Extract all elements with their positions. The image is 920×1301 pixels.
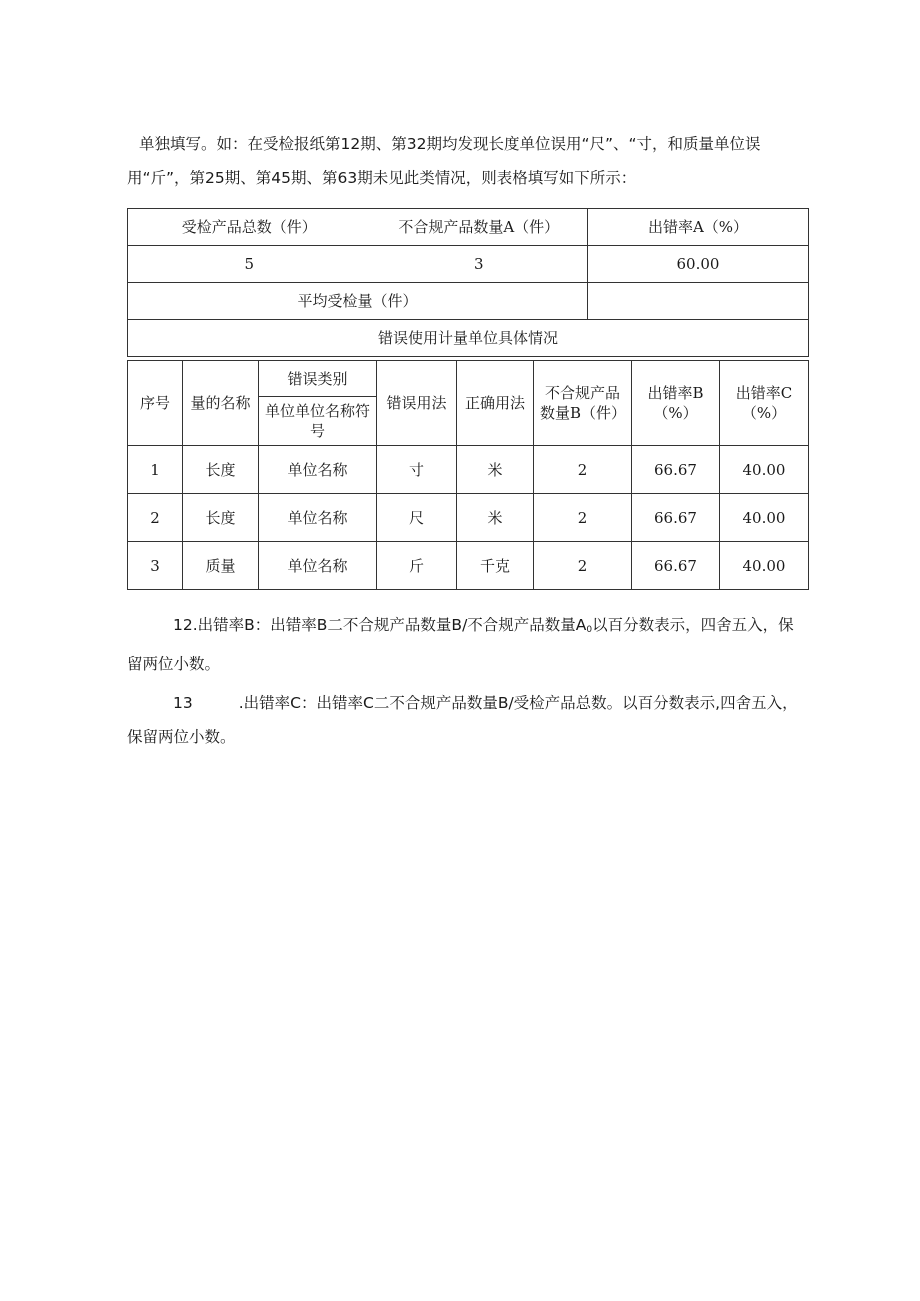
summary-table — [127, 208, 809, 357]
row-rate-c: 40.00 — [720, 446, 809, 494]
detail-header-row-1 — [128, 361, 809, 397]
row-rate-b: 66.67 — [632, 542, 720, 590]
row-quantity: 长度 — [183, 446, 259, 494]
note-12-tail: 以百分数表示，四舍五入，保留两位小数。 — [127, 616, 794, 673]
note-13-label: .出错率C： — [238, 694, 317, 712]
average-inspected-value — [588, 283, 809, 320]
detail-title-row — [128, 320, 809, 357]
row-rate-c: 40.00 — [720, 494, 809, 542]
row-count-b: 2 — [534, 494, 632, 542]
row-quantity: 质量 — [183, 542, 259, 590]
note-12-paragraph — [127, 608, 807, 681]
row-error-type: 单位名称 — [259, 542, 377, 590]
total-products-value: 5 — [128, 246, 371, 283]
correct-usage-header: 正确用法 — [457, 361, 534, 446]
row-error-type: 单位名称 — [259, 494, 377, 542]
intro-text: 单独填写。如：在受检报纸第12期、第32期均发现长度单位误用“尺”、“寸，和质量单位误用“斤”，第25期、第45期、第63期未见此类情况，则表格填写如下所示： — [127, 135, 761, 187]
error-subtype-header: 单位单位名称符号 — [259, 397, 377, 446]
row-correct-usage: 千克 — [457, 542, 534, 590]
intro-paragraph — [127, 127, 807, 195]
row-seq: 1 — [128, 446, 183, 494]
note-13-text: 出错率C二不合规产品数量B/受检产品总数。以百分数表示,四舍五入，保留两位小数。 — [127, 694, 798, 746]
noncompliant-count-a-value: 3 — [371, 246, 588, 283]
average-inspected-label: 平均受检量（件） — [128, 283, 588, 320]
noncompliant-count-b-header: 不合规产品数量B（件） — [534, 361, 632, 446]
row-count-b: 2 — [534, 446, 632, 494]
seq-header: 序号 — [128, 361, 183, 446]
unit-error-detail-table — [127, 360, 809, 590]
table-row — [128, 446, 809, 494]
note-12-text: 出错率B二不合规产品数量B/不合规产品数量A — [270, 616, 587, 634]
row-wrong-usage: 尺 — [377, 494, 457, 542]
row-rate-c: 40.00 — [720, 542, 809, 590]
note-12-subscript: 0 — [586, 625, 593, 635]
row-wrong-usage: 寸 — [377, 446, 457, 494]
total-products-header: 受检产品总数（件） — [128, 209, 371, 246]
row-error-type: 单位名称 — [259, 446, 377, 494]
error-rate-b-header: 出错率B（%） — [632, 361, 720, 446]
summary-value-row — [128, 246, 809, 283]
row-wrong-usage: 斤 — [377, 542, 457, 590]
row-quantity: 长度 — [183, 494, 259, 542]
error-rate-c-header: 出错率C（%） — [720, 361, 809, 446]
detail-section-title: 错误使用计量单位具体情况 — [128, 320, 809, 357]
table-row — [128, 542, 809, 590]
average-row — [128, 283, 809, 320]
quantity-name-header: 量的名称 — [183, 361, 259, 446]
row-count-b: 2 — [534, 542, 632, 590]
note-13-number: 13 — [173, 694, 193, 712]
row-seq: 2 — [128, 494, 183, 542]
note-13-paragraph — [127, 686, 807, 754]
error-type-header: 错误类别 — [259, 361, 377, 397]
row-correct-usage: 米 — [457, 494, 534, 542]
note-12-label: 12.出错率B： — [173, 616, 271, 634]
wrong-usage-header: 错误用法 — [377, 361, 457, 446]
error-rate-a-header: 出错率A（%） — [588, 209, 809, 246]
noncompliant-count-a-header: 不合规产品数量A（件） — [371, 209, 588, 246]
row-rate-b: 66.67 — [632, 494, 720, 542]
error-rate-a-value: 60.00 — [588, 246, 809, 283]
row-rate-b: 66.67 — [632, 446, 720, 494]
table-row — [128, 494, 809, 542]
row-seq: 3 — [128, 542, 183, 590]
row-correct-usage: 米 — [457, 446, 534, 494]
summary-header-row — [128, 209, 809, 246]
